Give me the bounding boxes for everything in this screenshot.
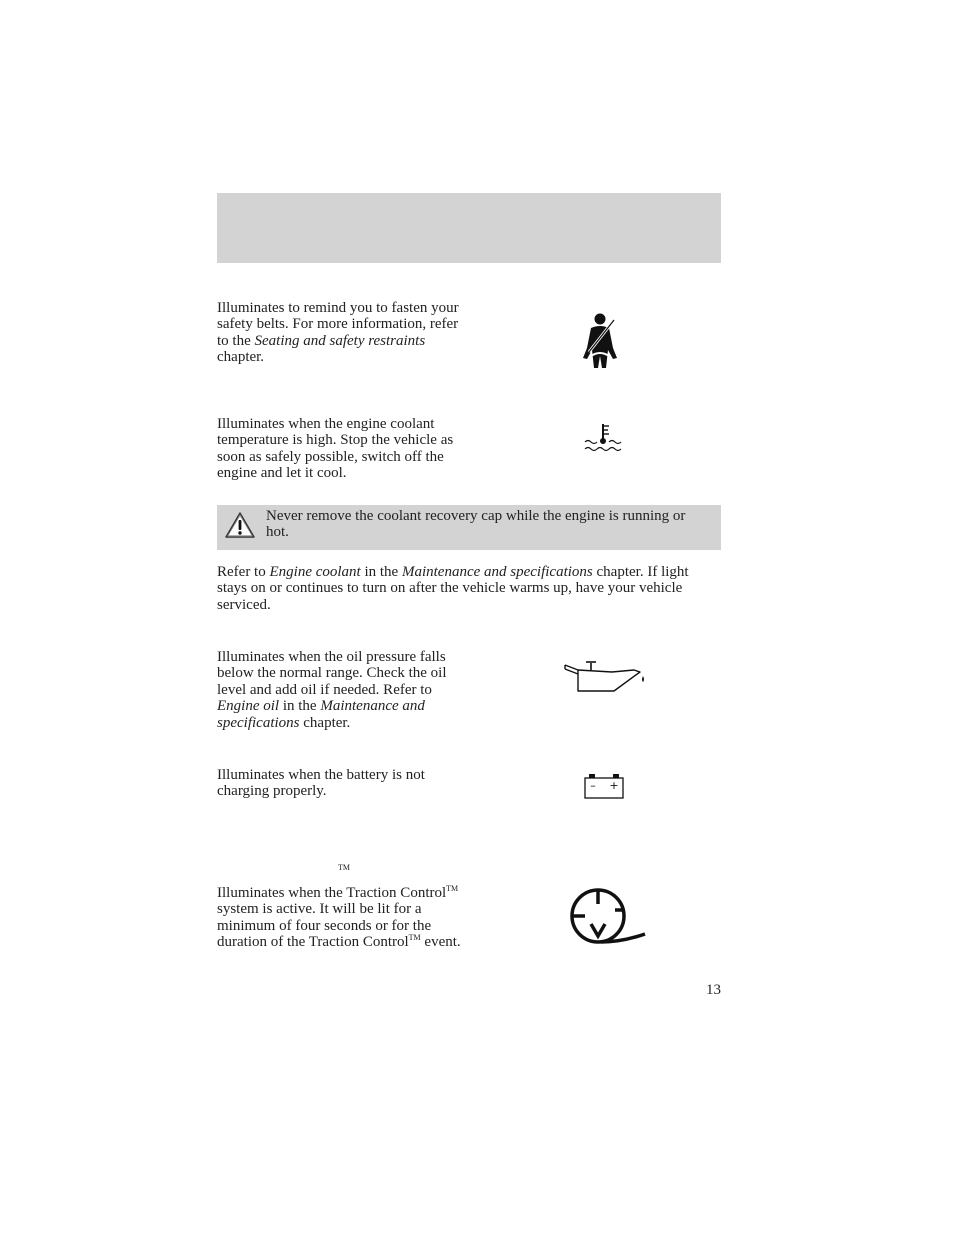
warning-text: Never remove the coolant recovery cap while the engine is running or hot. xyxy=(266,508,686,541)
page-number: 13 xyxy=(706,982,721,998)
battery-icon xyxy=(583,772,625,800)
warning-triangle-icon xyxy=(224,511,256,539)
section-header-band xyxy=(217,193,721,263)
battery-minus-label: – xyxy=(590,779,596,792)
seatbelt-description: Illuminates to remind you to fasten your safety belts. For more information, refer to the Seating and safety restraints chapter. xyxy=(217,300,459,366)
traction-control-description: Illuminates when the Traction Control™ system is active. It will be lit for a minimum of four seconds or for the duration of the Traction Control™ event. xyxy=(217,884,461,951)
oil-pressure-icon xyxy=(562,659,648,695)
seatbelt-warning-icon xyxy=(577,312,623,370)
engine-coolant-temperature-icon xyxy=(583,421,623,455)
battery-description: Illuminates when the battery is not charging properly. xyxy=(217,767,425,800)
oil-description: Illuminates when the oil pressure falls below the normal range. Check the oil level and add oil if needed. Refer to Engine oil in the Maintenance and specifications chapter. xyxy=(217,649,447,731)
traction-control-icon xyxy=(567,886,649,948)
trademark-mark: TM xyxy=(338,863,350,872)
battery-plus-label: + xyxy=(609,779,619,792)
coolant-reference: Refer to Engine coolant in the Maintenance and specifications chapter. If light stays on or continues to turn on after the vehicle warms up, have your vehicle serviced. xyxy=(217,564,689,613)
coolant-description: Illuminates when the engine coolant temperature is high. Stop the vehicle as soon as safely possible, switch off the engine and let it cool. xyxy=(217,416,454,482)
warning-box xyxy=(217,505,721,550)
